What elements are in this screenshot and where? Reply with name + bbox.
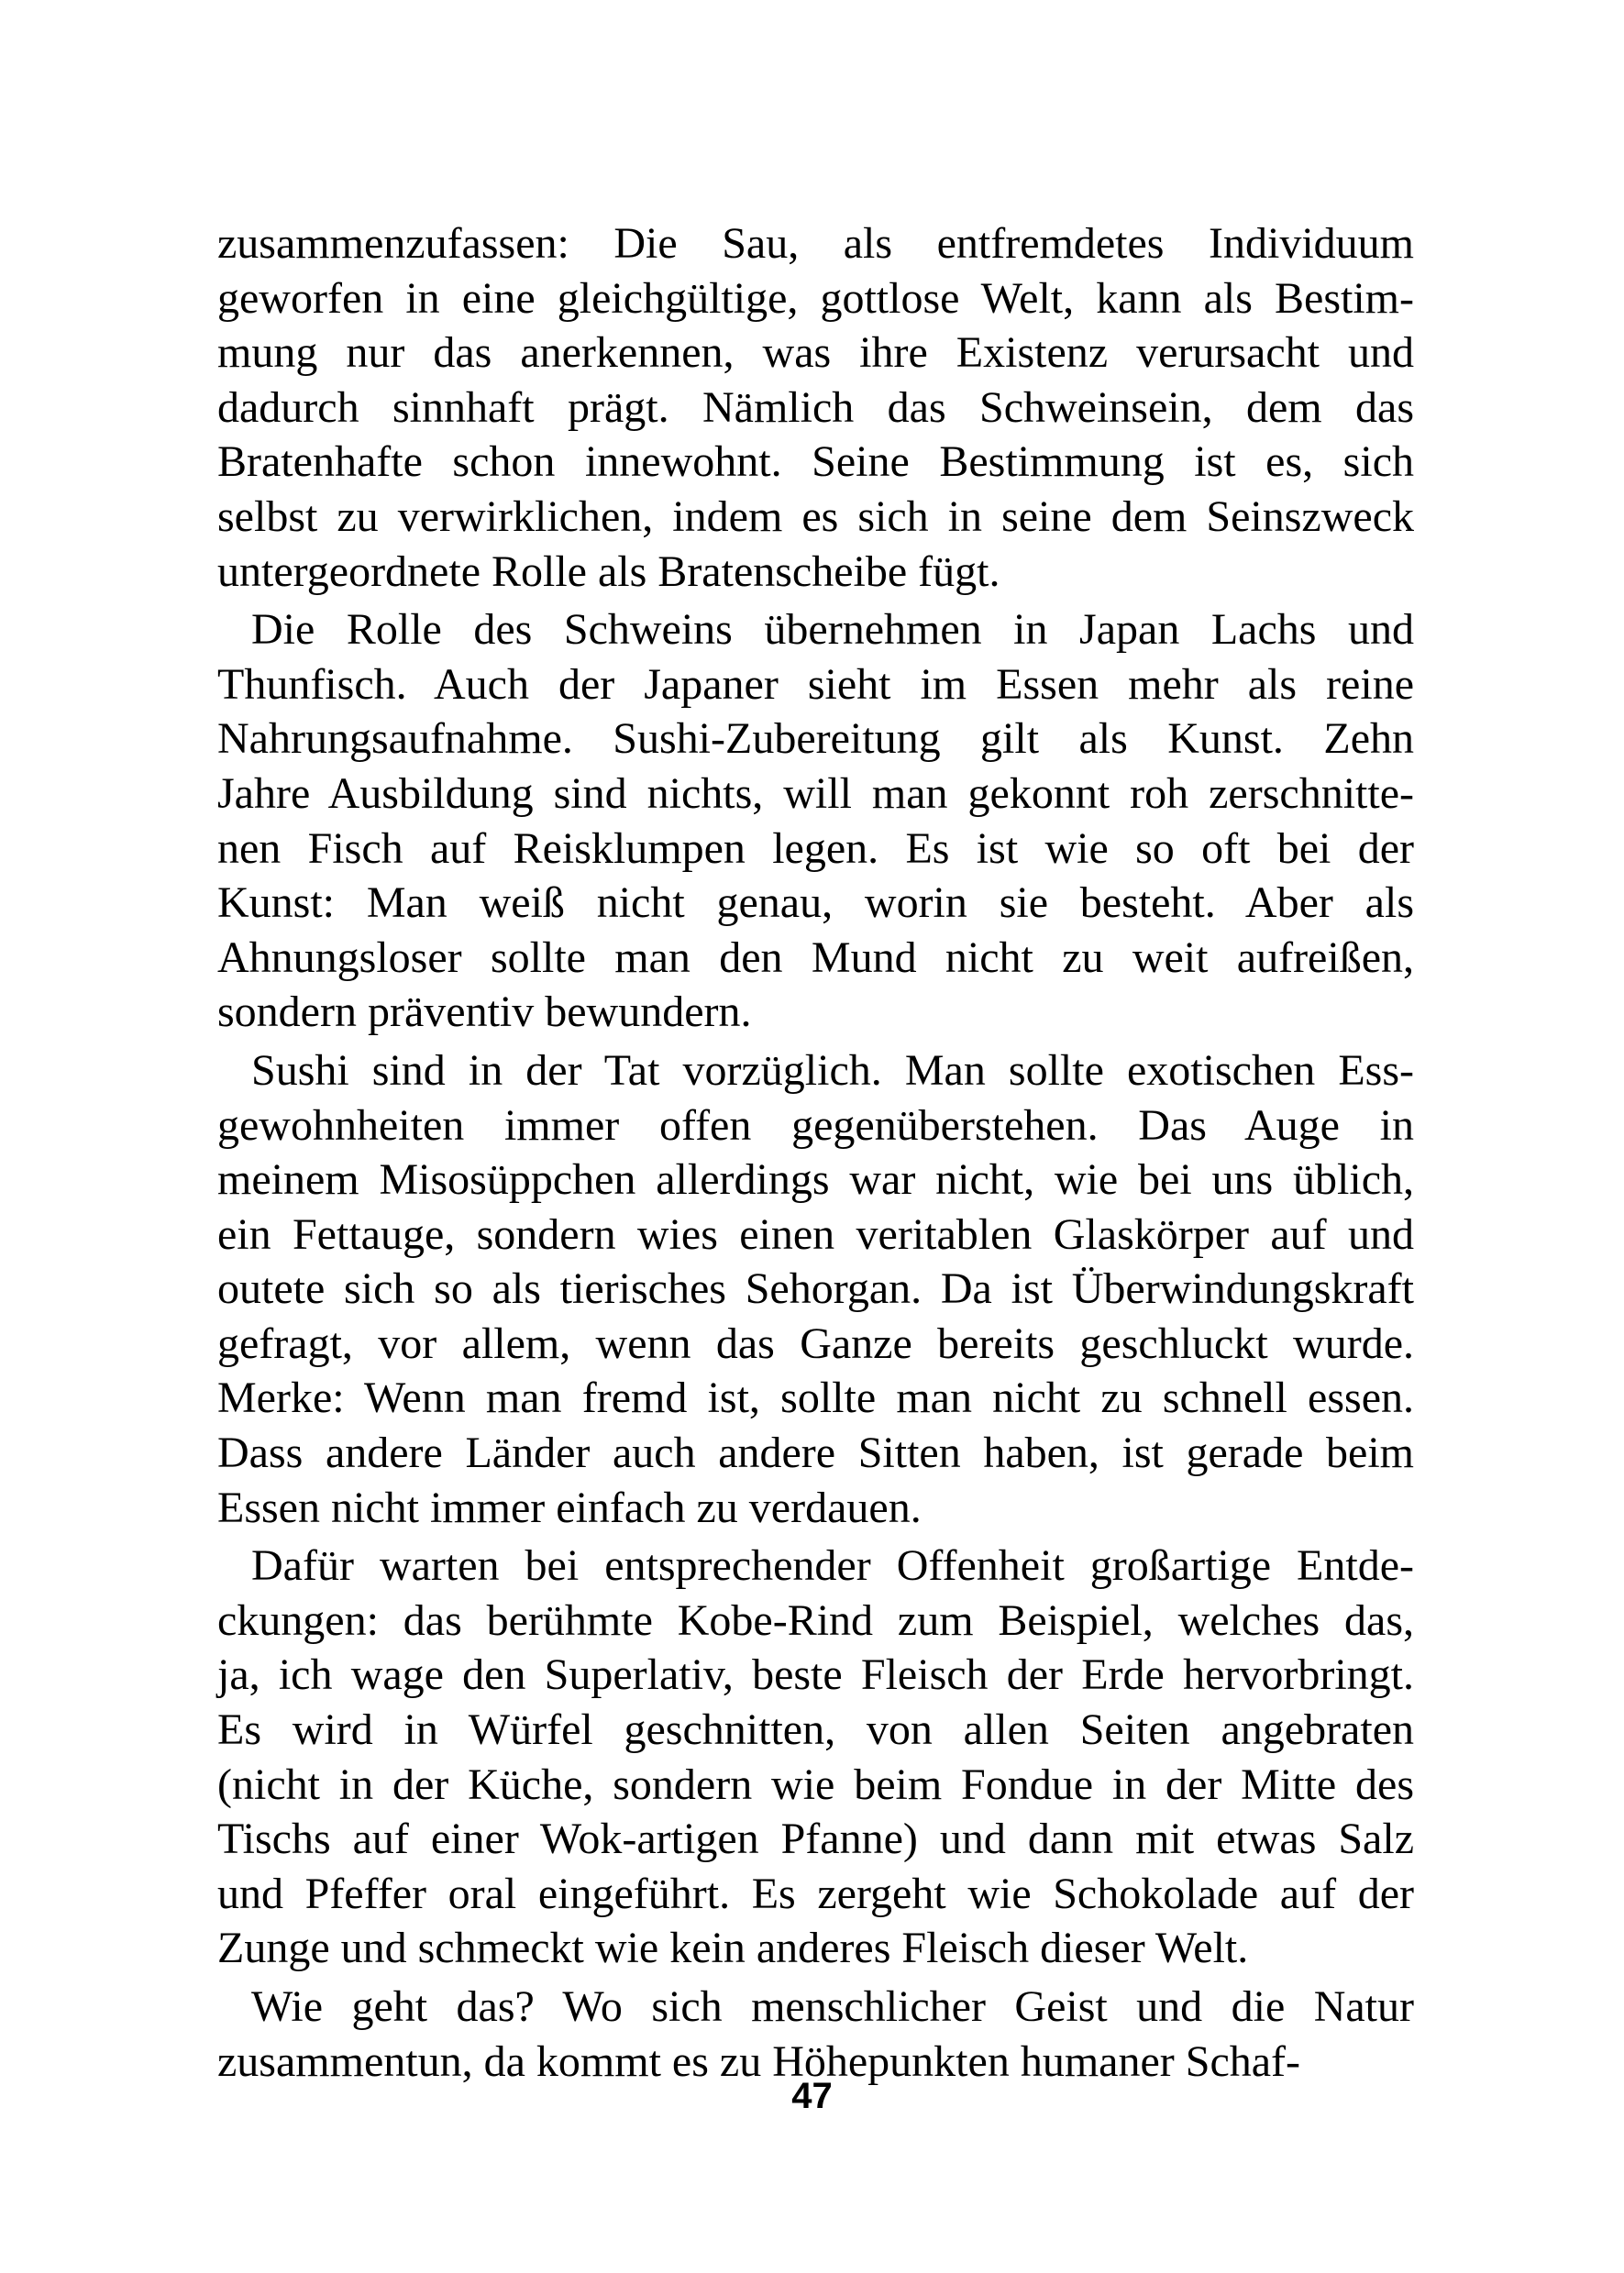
text-line: ja, ich wage den Superlativ, beste Fleisch der Erde hervorbringt.	[217, 1650, 1414, 1700]
text-line: Zunge und schmeckt wie kein anderes Fleisch dieser Welt.	[217, 1924, 1249, 1973]
text-line: Dafür warten bei entsprechender Offenheit großartige Entde-	[251, 1541, 1414, 1591]
body-text	[217, 216, 1414, 2089]
text-line: Nahrungsaufnahme. Sushi-Zubereitung gilt als Kunst. Zehn	[217, 714, 1414, 764]
text-line: nen Fisch auf Reisklumpen legen. Es ist wie so oft bei der	[217, 823, 1414, 873]
text-line: Essen nicht immer einfach zu verdauen.	[217, 1483, 922, 1532]
text-line: (nicht in der Küche, sondern wie beim Fondue in der Mitte des	[217, 1760, 1414, 1809]
text-line: zusammenzufassen: Die Sau, als entfremdetes Individuum	[217, 219, 1414, 268]
paragraph	[217, 216, 1414, 599]
text-line: Thunfisch. Auch der Japaner sieht im Essen mehr als reine	[217, 659, 1414, 709]
text-line: zusammentun, da kommt es zu Höhepunkten humaner Schaf-	[217, 2036, 1301, 2086]
text-line: gefragt, vor allem, wenn das Ganze bereits geschluckt wurde.	[217, 1319, 1414, 1368]
text-line: gewohnheiten immer offen gegenüberstehen. Das Auge in	[217, 1100, 1414, 1150]
text-line: Es wird in Würfel geschnitten, von allen Seiten angebraten	[217, 1705, 1414, 1755]
text-line: Tischs auf einer Wok-artigen Pfanne) und dann mit etwas Salz	[217, 1815, 1414, 1864]
text-line: und Pfeffer oral eingeführt. Es zergeht wie Schokolade auf der	[217, 1869, 1414, 1918]
text-line: sondern präventiv bewundern.	[217, 988, 752, 1037]
text-line: meinem Misosüppchen allerdings war nicht, wie bei uns üblich,	[217, 1155, 1414, 1205]
text-line: untergeordnete Rolle als Bratenscheibe fügt.	[217, 546, 1000, 596]
text-line: dadurch sinnhaft prägt. Nämlich das Schweinsein, dem das	[217, 382, 1414, 432]
text-line: mung nur das anerkennen, was ihre Existenz verursacht und	[217, 328, 1414, 378]
text-line: Wie geht das? Wo sich menschlicher Geist und die Natur	[251, 1982, 1414, 2031]
text-line: ckungen: das berühmte Kobe-Rind zum Beispiel, welches das,	[217, 1595, 1414, 1645]
text-line: Die Rolle des Schweins übernehmen in Japan Lachs und	[251, 605, 1414, 655]
text-line: selbst zu verwirklichen, indem es sich in seine dem Seinszweck	[217, 491, 1414, 541]
paragraph	[217, 1539, 1414, 1976]
text-line: Bratenhafte schon innewohnt. Seine Bestimmung ist es, sich	[217, 437, 1414, 487]
text-line: Jahre Ausbildung sind nichts, will man gekonnt roh zerschnitte-	[217, 768, 1414, 818]
paragraph	[217, 1043, 1414, 1535]
page-number: 47	[791, 2076, 833, 2116]
text-line: Kunst: Man weiß nicht genau, worin sie besteht. Aber als	[217, 878, 1414, 928]
text-line: geworfen in eine gleichgültige, gottlose Welt, kann als Bestim-	[217, 273, 1414, 323]
text-line: Dass andere Länder auch andere Sitten haben, ist gerade beim	[217, 1429, 1414, 1478]
paragraph	[217, 602, 1414, 1040]
text-line: Sushi sind in der Tat vorzüglich. Man sollte exotischen Ess-	[251, 1045, 1414, 1095]
text-line: Ahnungsloser sollte man den Mund nicht zu weit aufreißen,	[217, 932, 1414, 982]
text-line: Merke: Wenn man fremd ist, sollte man nicht zu schnell essen.	[217, 1374, 1414, 1423]
paragraph	[217, 1980, 1414, 2089]
text-line: outete sich so als tierisches Sehorgan. Da ist Überwindungskraft	[217, 1264, 1414, 1314]
text-line: ein Fettauge, sondern wies einen veritablen Glaskörper auf und	[217, 1209, 1414, 1259]
